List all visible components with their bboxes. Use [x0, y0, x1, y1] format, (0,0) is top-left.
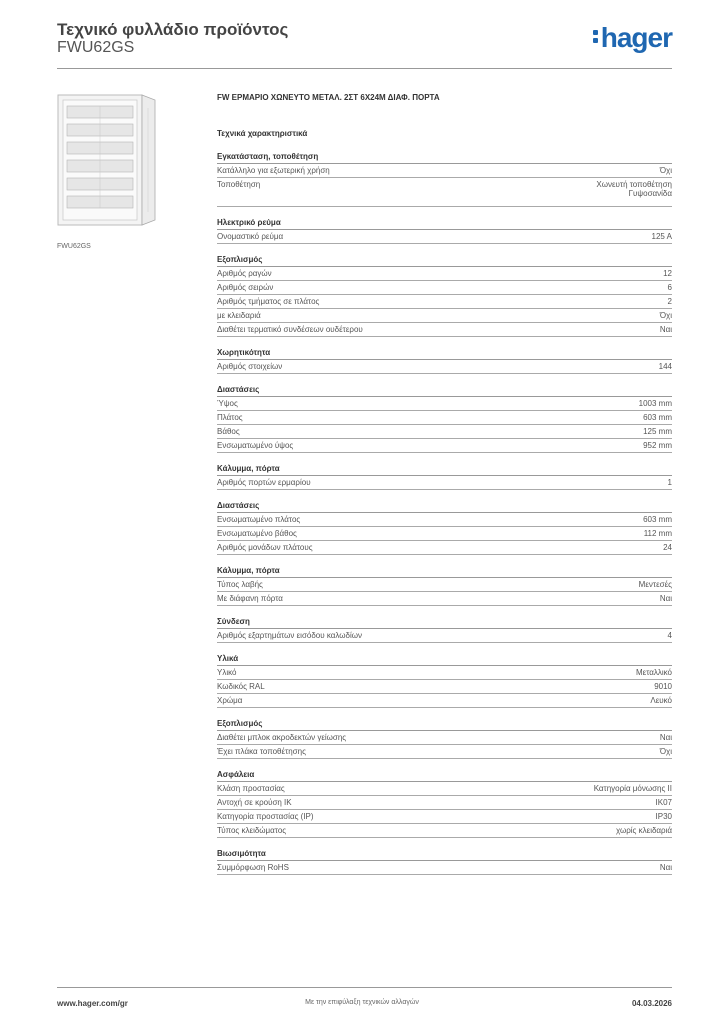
hager-logo	[593, 22, 672, 54]
section-title: Εγκατάσταση, τοποθέτηση	[217, 152, 672, 164]
spec-value-line: 1003 mm	[638, 399, 672, 408]
spec-value-line: 144	[658, 362, 672, 371]
spec-row	[217, 309, 672, 323]
spec-value	[643, 411, 672, 422]
spec-label: Τύπος κλειδώματος	[217, 826, 287, 835]
spec-value	[639, 578, 672, 589]
section-title: Εξοπλισμός	[217, 719, 672, 731]
spec-section	[217, 770, 672, 838]
spec-section	[217, 255, 672, 337]
section-title: Χωρητικότητα	[217, 348, 672, 360]
spec-value-line: 125 mm	[643, 427, 672, 436]
spec-label: Συμμόρφωση RoHS	[217, 863, 289, 872]
spec-value	[643, 513, 672, 524]
header-divider	[57, 68, 672, 69]
section-title: Διαστάσεις	[217, 385, 672, 397]
section-title: Ηλεκτρικό ρεύμα	[217, 218, 672, 230]
spec-label: Αριθμός ραγών	[217, 269, 272, 278]
spec-value	[660, 745, 672, 756]
spec-value	[639, 397, 672, 408]
spec-label: Ενσωματωμένο ύψος	[217, 441, 294, 450]
spec-label: Αριθμός εξαρτημάτων εισόδου καλωδίων	[217, 631, 362, 640]
spec-row	[217, 666, 672, 680]
section-title: Υλικά	[217, 654, 672, 666]
spec-section	[217, 152, 672, 207]
spec-row	[217, 592, 672, 606]
spec-row	[217, 782, 672, 796]
spec-value-line: 112 mm	[643, 529, 672, 538]
spec-value-line: Χωνευτή τοποθέτηση	[596, 180, 672, 189]
spec-row	[217, 411, 672, 425]
spec-label: Αριθμός σειρών	[217, 283, 274, 292]
spec-row	[217, 323, 672, 337]
footer-divider	[57, 987, 672, 988]
spec-label: Τοποθέτηση	[217, 180, 261, 189]
spec-label: Κατηγορία προστασίας (IP)	[217, 812, 314, 821]
spec-value	[594, 782, 672, 793]
spec-label: Ενσωματωμένο βάθος	[217, 529, 297, 538]
spec-value-line: 6	[667, 283, 672, 292]
logo-dots-icon	[593, 27, 599, 45]
product-code: FWU62GS	[57, 39, 135, 56]
spec-row	[217, 810, 672, 824]
spec-section	[217, 348, 672, 374]
spec-value-line: Όχι	[659, 311, 672, 320]
spec-label: Αριθμός τμήματος σε πλάτος	[217, 297, 320, 306]
spec-value-line: 603 mm	[643, 515, 672, 524]
spec-row	[217, 861, 672, 875]
spec-label: Πλάτος	[217, 413, 243, 422]
spec-value-line: χωρίς κλειδαριά	[615, 826, 672, 835]
spec-value-line: 2	[667, 297, 672, 306]
spec-value-line: 603 mm	[643, 413, 672, 422]
spec-section	[217, 849, 672, 875]
spec-value	[654, 680, 672, 691]
spec-value-line: Ναι	[659, 594, 672, 603]
spec-value-line: 1	[667, 478, 672, 487]
spec-label: Αριθμός πορτών ερμαρίου	[217, 478, 311, 487]
spec-row	[217, 360, 672, 374]
section-title: Σύνδεση	[217, 617, 672, 629]
spec-row	[217, 578, 672, 592]
spec-value	[643, 439, 672, 450]
spec-label: Αριθμός μονάδων πλάτους	[217, 543, 313, 552]
footer-website-link[interactable]: www.hager.com/gr	[57, 999, 128, 1008]
document-header	[57, 18, 672, 70]
spec-label: Διαθέτει τερματικό συνδέσεων ουδέτερου	[217, 325, 363, 334]
spec-value-line: Ναι	[659, 733, 672, 742]
spec-section	[217, 218, 672, 244]
spec-row	[217, 680, 672, 694]
spec-value-line: IK07	[655, 798, 672, 807]
spec-value-line: 125 A	[651, 232, 672, 241]
tech-specs-heading: Τεχνικά χαρακτηριστικά	[217, 129, 308, 138]
spec-row	[217, 476, 672, 490]
spec-row	[217, 267, 672, 281]
spec-value-line: Γυψοσανίδα	[628, 189, 672, 198]
spec-value-line: 9010	[654, 682, 672, 691]
spec-section	[217, 464, 672, 490]
spec-content	[217, 93, 672, 875]
spec-section	[217, 719, 672, 759]
spec-label: Με διάφανη πόρτα	[217, 594, 283, 603]
spec-row	[217, 513, 672, 527]
product-description: FW ΕΡΜΑΡΙΟ ΧΩΝΕΥΤΟ ΜΕΤΑΛ. 2ΣΤ 6Χ24Μ ΔΙΑΦ. ΠΟΡΤΑ	[217, 93, 440, 102]
spec-section	[217, 385, 672, 453]
spec-row	[217, 824, 672, 838]
spec-value	[656, 796, 672, 807]
spec-section	[217, 654, 672, 708]
spec-label: με κλειδαριά	[217, 311, 261, 320]
distribution-board-image	[57, 94, 157, 234]
spec-value-line: Μεταλλικό	[635, 668, 672, 677]
spec-label: Διαθέτει μπλοκ ακροδεκτών γείωσης	[217, 733, 347, 742]
spec-row	[217, 527, 672, 541]
spec-value-line: IP30	[655, 812, 672, 821]
spec-value	[660, 309, 672, 320]
product-image	[57, 94, 157, 234]
spec-row	[217, 178, 672, 207]
section-title: Ασφάλεια	[217, 770, 672, 782]
spec-value	[668, 281, 672, 292]
spec-row	[217, 425, 672, 439]
spec-row	[217, 629, 672, 643]
spec-label: Ενσωματωμένο πλάτος	[217, 515, 301, 524]
spec-value	[660, 592, 672, 603]
spec-value	[596, 178, 672, 198]
spec-value	[644, 527, 672, 538]
spec-value	[643, 425, 672, 436]
spec-row	[217, 439, 672, 453]
spec-label: Κωδικός RAL	[217, 682, 265, 691]
spec-row	[217, 230, 672, 244]
logo-text: hager	[600, 22, 672, 53]
spec-value	[650, 694, 672, 705]
spec-value	[663, 267, 672, 278]
spec-row	[217, 745, 672, 759]
spec-value	[636, 666, 672, 677]
spec-value-line: Όχι	[659, 166, 672, 175]
image-caption: FWU62GS	[57, 243, 91, 250]
spec-row	[217, 295, 672, 309]
spec-value-line: 4	[667, 631, 672, 640]
spec-value-line: Κατηγορία μόνωσης II	[593, 784, 672, 793]
spec-value	[663, 541, 672, 552]
section-title: Κάλυμμα, πόρτα	[217, 566, 672, 578]
spec-value	[660, 861, 672, 872]
spec-section	[217, 501, 672, 555]
spec-label: Υλικό	[217, 668, 237, 677]
spec-row	[217, 281, 672, 295]
spec-value-line: Ναι	[659, 863, 672, 872]
spec-value-line: 24	[663, 543, 672, 552]
spec-value	[616, 824, 672, 835]
spec-value	[659, 360, 672, 371]
spec-row	[217, 164, 672, 178]
spec-value-line: 12	[663, 269, 672, 278]
document-title: Τεχνικό φυλλάδιο προϊόντος	[57, 20, 289, 39]
spec-value-line: Μεντεσές	[638, 580, 672, 589]
spec-label: Ονομαστικό ρεύμα	[217, 232, 284, 241]
spec-label: Τύπος λαβής	[217, 580, 263, 589]
spec-row	[217, 731, 672, 745]
spec-label: Βάθος	[217, 427, 240, 436]
spec-label: Κατάλληλο για εξωτερική χρήση	[217, 166, 330, 175]
spec-row	[217, 796, 672, 810]
spec-value-line: Ναι	[659, 325, 672, 334]
spec-row	[217, 694, 672, 708]
section-title: Διαστάσεις	[217, 501, 672, 513]
footer-date: 04.03.2026	[631, 999, 672, 1008]
spec-value	[660, 323, 672, 334]
spec-value	[668, 476, 672, 487]
spec-label: Αριθμός στοιχείων	[217, 362, 283, 371]
spec-value	[656, 810, 672, 821]
spec-label: Κλάση προστασίας	[217, 784, 285, 793]
footer-disclaimer: Με την επιφύλαξη τεχνικών αλλαγών	[305, 999, 419, 1006]
spec-label: Ύψος	[217, 399, 238, 408]
spec-label: Έχει πλάκα τοποθέτησης	[217, 747, 306, 756]
spec-value	[660, 731, 672, 742]
spec-value-line: 952 mm	[643, 441, 672, 450]
spec-row	[217, 397, 672, 411]
spec-value-line: Όχι	[659, 747, 672, 756]
spec-label: Χρώμα	[217, 696, 243, 705]
spec-label: Αντοχή σε κρούση IK	[217, 798, 292, 807]
section-title: Εξοπλισμός	[217, 255, 672, 267]
spec-value	[668, 629, 672, 640]
section-title: Κάλυμμα, πόρτα	[217, 464, 672, 476]
section-title: Βιωσιμότητα	[217, 849, 672, 861]
spec-value	[668, 295, 672, 306]
spec-value	[652, 230, 672, 241]
spec-section	[217, 617, 672, 643]
spec-sections	[217, 152, 672, 875]
spec-value	[660, 164, 672, 175]
spec-value-line: Λευκό	[650, 696, 672, 705]
spec-section	[217, 566, 672, 606]
spec-row	[217, 541, 672, 555]
